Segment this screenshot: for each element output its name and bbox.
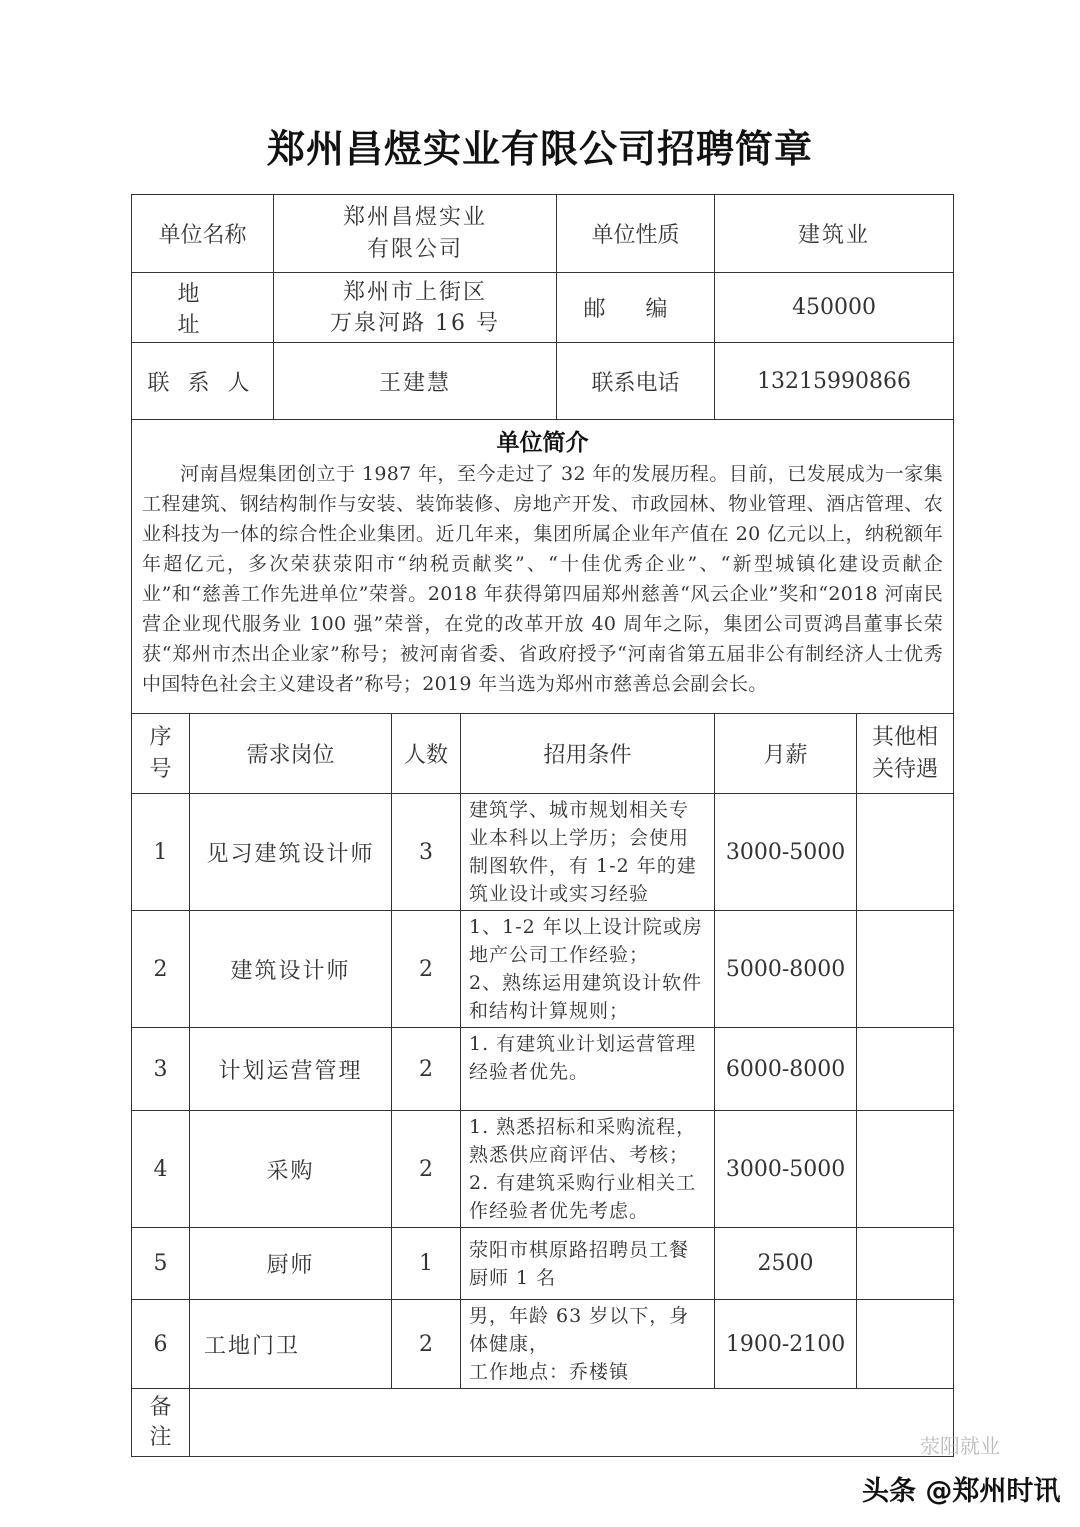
job-other xyxy=(857,911,954,1028)
table-row xyxy=(132,1111,954,1228)
job-other xyxy=(857,794,954,911)
intro-row xyxy=(132,420,954,714)
job-conditions: 荥阳市棋原路招聘员工餐厨师 1 名 xyxy=(461,1228,715,1300)
remarks-label-line-2: 注 xyxy=(149,1424,172,1450)
job-position: 工地门卫 xyxy=(190,1300,392,1389)
job-position: 见习建筑设计师 xyxy=(190,794,392,911)
remarks-row xyxy=(132,1389,954,1457)
job-index: 1 xyxy=(132,794,190,911)
job-salary: 5000-8000 xyxy=(715,911,857,1028)
job-salary: 3000-5000 xyxy=(715,1111,857,1228)
contact-label: 联系人 xyxy=(132,343,274,420)
header-count: 人数 xyxy=(392,714,461,794)
address-line-2: 万泉河路 16 号 xyxy=(330,310,501,336)
intro-heading: 单位简介 xyxy=(496,430,589,456)
page-title: 郑州昌煜实业有限公司招聘简章 xyxy=(266,127,813,171)
phone-value: 13215990866 xyxy=(715,343,954,420)
remarks-label xyxy=(132,1389,190,1457)
job-other xyxy=(857,1300,954,1389)
job-index: 6 xyxy=(132,1300,190,1389)
brand-footer: 头条 @郑州时讯 xyxy=(862,1476,1061,1507)
address-label: 地址 xyxy=(132,273,274,343)
job-count: 2 xyxy=(392,1028,461,1111)
header-position: 需求岗位 xyxy=(190,714,392,794)
contact-value: 王建慧 xyxy=(274,343,557,420)
job-salary: 6000-8000 xyxy=(715,1028,857,1111)
remarks-value xyxy=(190,1389,954,1457)
job-position: 采购 xyxy=(190,1111,392,1228)
job-count: 1 xyxy=(392,1228,461,1300)
postcode-label: 邮编 xyxy=(557,273,715,343)
postcode-value: 450000 xyxy=(715,273,954,343)
header-index-line-2: 号 xyxy=(149,756,172,782)
job-conditions: 建筑学、城市规划相关专业本科以上学历；会使用制图软件，有 1-2 年的建筑业设计或实习经验 xyxy=(461,794,715,911)
recruitment-table xyxy=(131,194,954,1457)
table-row xyxy=(132,1228,954,1300)
header-conditions: 招用条件 xyxy=(461,714,715,794)
job-other xyxy=(857,1028,954,1111)
phone-label: 联系电话 xyxy=(557,343,715,420)
header-other xyxy=(857,714,954,794)
company-nature-label: 单位性质 xyxy=(557,195,715,273)
job-index: 4 xyxy=(132,1111,190,1228)
company-nature-value: 建筑业 xyxy=(715,195,954,273)
job-count: 2 xyxy=(392,911,461,1028)
job-position: 建筑设计师 xyxy=(190,911,392,1028)
address-line-1: 郑州市上街区 xyxy=(343,279,488,305)
job-other xyxy=(857,1228,954,1300)
company-name-label: 单位名称 xyxy=(132,195,274,273)
info-row-contact xyxy=(132,343,954,420)
table-row xyxy=(132,1300,954,1389)
job-other xyxy=(857,1111,954,1228)
job-conditions: 1. 熟悉招标和采购流程，熟悉供应商评估、考核； 2. 有建筑采购行业相关工作经验者优先考虑。 xyxy=(461,1111,715,1228)
job-count: 2 xyxy=(392,1111,461,1228)
job-position: 计划运营管理 xyxy=(190,1028,392,1111)
job-conditions: 1. 有建筑业计划运营管理经验者优先。 xyxy=(461,1028,715,1111)
header-other-line-1: 其他相 xyxy=(872,724,939,750)
watermark-text: 荥阳就业 xyxy=(920,1434,1000,1458)
job-index: 2 xyxy=(132,911,190,1028)
job-salary: 3000-5000 xyxy=(715,794,857,911)
job-salary: 2500 xyxy=(715,1228,857,1300)
jobs-header-row xyxy=(132,714,954,794)
address-value xyxy=(274,273,557,343)
intro-text: 河南昌煜集团创立于 1987 年，至今走过了 32 年的发展历程。目前，已发展成为一家集工程建筑、钢结构制作与安装、装饰装修、房地产开发、市政园林、物业管理、酒店管理、农业科技为一体的综合性企业集团。近几年来，集团所属企业年产值在 20 亿元以上，纳税额年年超亿元，多次荣获荥阳市“纳税贡献奖”、“十佳优秀企业”、“新型城镇化建设贡献企业”和“慈善工作先进单位”荣誉。2018 年获得第四届郑州慈善“风云企业”奖和“2018 河南民营企业现代服务业 100 强”荣誉，在党的改革开放 40 周年之际，集团公司贾鸿昌董事长荣获“郑州市杰出企业家”称号；被河南省委、省政府授予“河南省第五届非公有制经济人士优秀中国特色社会主义建设者”称号；2019 年当选为郑州市慈善总会副会长。 xyxy=(142,463,944,695)
company-name-line-2: 有限公司 xyxy=(367,236,464,262)
header-index xyxy=(132,714,190,794)
company-name-value xyxy=(274,195,557,273)
job-index: 3 xyxy=(132,1028,190,1111)
header-index-line-1: 序 xyxy=(149,724,172,750)
job-conditions: 1、1-2 年以上设计院或房地产公司工作经验； 2、熟练运用建筑设计软件和结构计算规则； xyxy=(461,911,715,1028)
job-index: 5 xyxy=(132,1228,190,1300)
remarks-label-line-1: 备 xyxy=(149,1394,172,1420)
intro-cell xyxy=(132,420,954,714)
table-row xyxy=(132,794,954,911)
header-salary: 月薪 xyxy=(715,714,857,794)
job-conditions: 男，年龄 63 岁以下，身体健康， 工作地点：乔楼镇 xyxy=(461,1300,715,1389)
job-count: 2 xyxy=(392,1300,461,1389)
header-other-line-2: 关待遇 xyxy=(872,756,939,782)
job-position: 厨师 xyxy=(190,1228,392,1300)
job-count: 3 xyxy=(392,794,461,911)
table-row xyxy=(132,1028,954,1111)
company-name-line-1: 郑州昌煜实业 xyxy=(343,204,488,230)
info-row-address xyxy=(132,273,954,343)
job-salary: 1900-2100 xyxy=(715,1300,857,1389)
info-row-name xyxy=(132,195,954,273)
table-row xyxy=(132,911,954,1028)
